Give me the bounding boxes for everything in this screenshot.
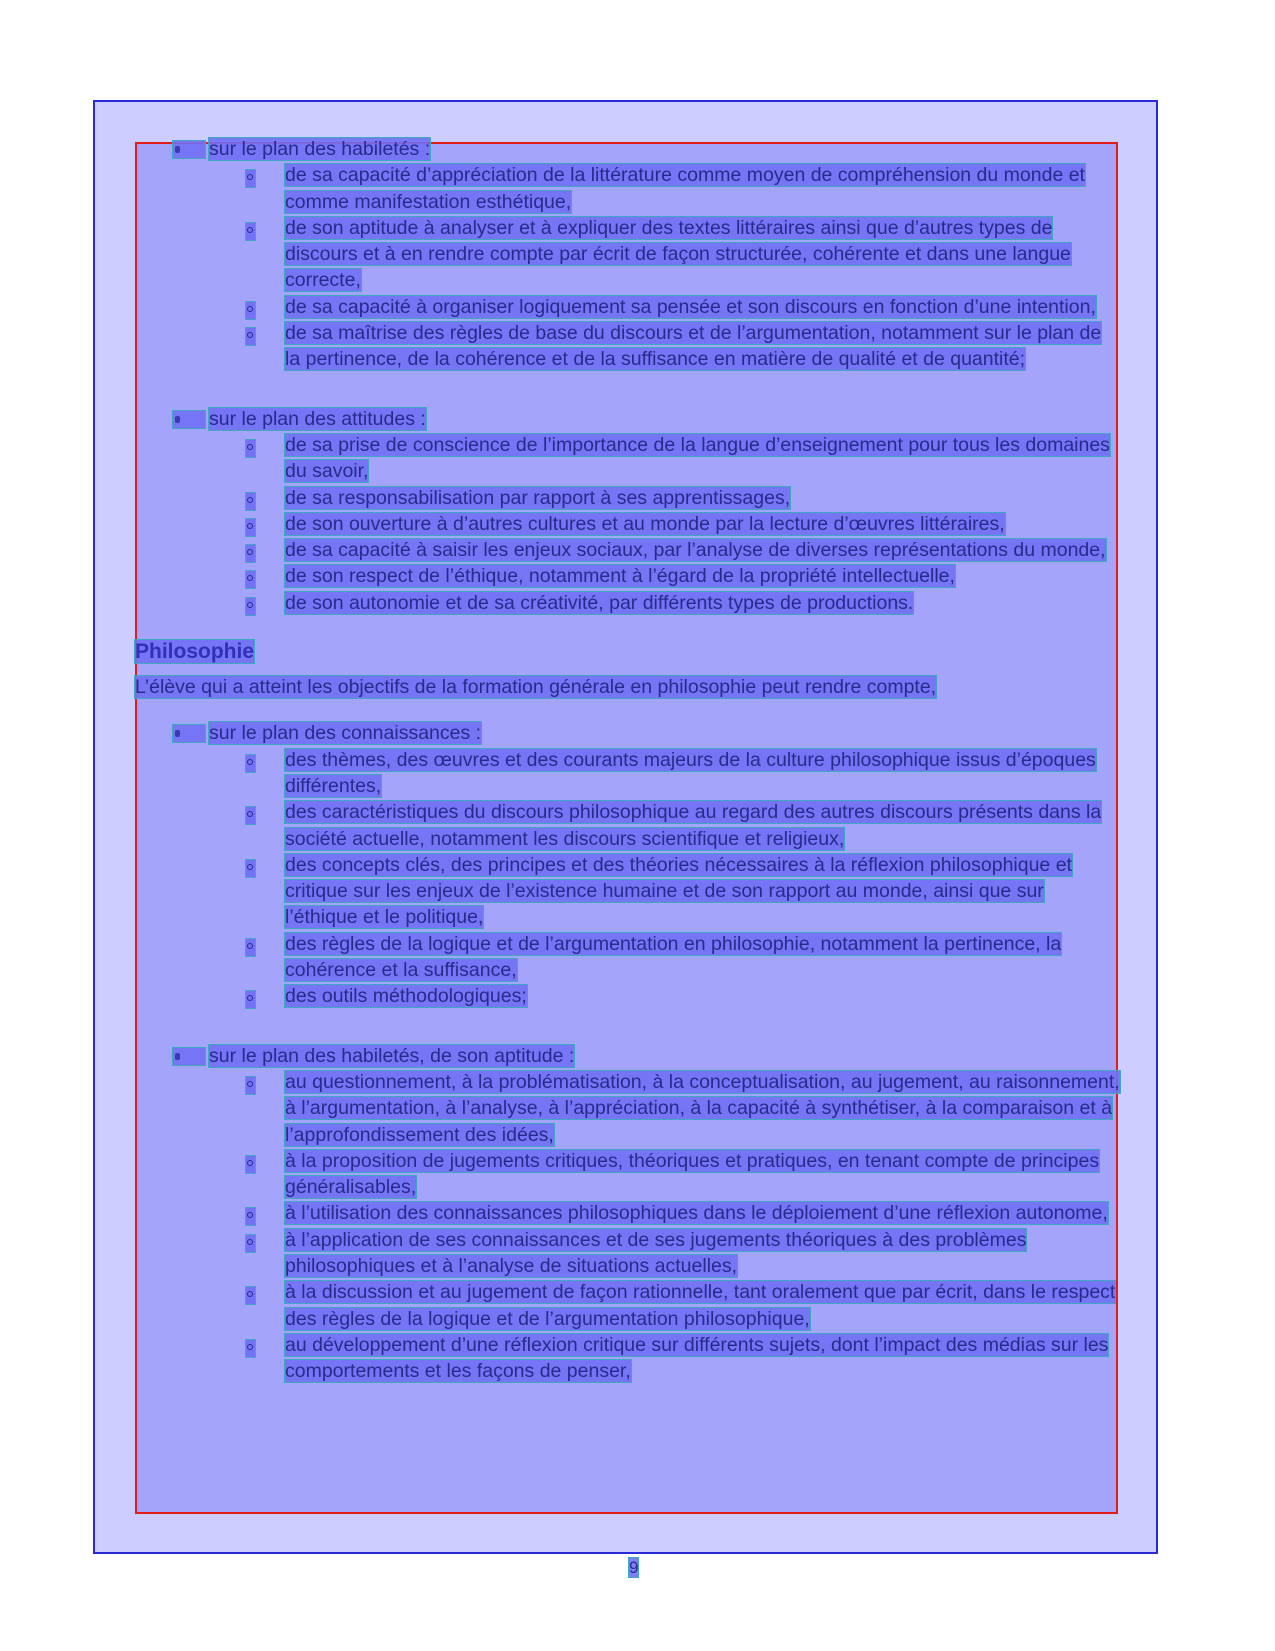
list-item-text: au questionnement, à la problématisation, à la conceptualisation, au jugement, au raisonnement, à l’argumentation, à l’analyse, à l’appréciation, à la capacité à synthétiser, à la comparaison et à l’approfondissement des idées, xyxy=(285,1070,1120,1146)
document-body xyxy=(135,136,1135,1384)
list-item xyxy=(135,1148,1120,1201)
list-item xyxy=(135,294,1120,320)
list-item-text: de sa capacité à saisir les enjeux sociaux, par l’analyse de diverses représentations du monde, xyxy=(285,539,1106,562)
list-item-text: de sa prise de conscience de l’importance de la langue d’enseignement pour tous les domaines du savoir, xyxy=(285,433,1110,483)
bullet-heading: sur le plan des habiletés, de son aptitude : xyxy=(209,1044,575,1067)
habiletes-aptitude-list xyxy=(135,1069,1135,1385)
list-item xyxy=(135,1069,1120,1148)
list-item-text: de sa capacité d’appréciation de la littérature comme moyen de compréhension du monde et comme manifestation esthétique, xyxy=(285,164,1085,213)
page-number xyxy=(629,1558,638,1578)
list-item-text: au développement d’une réflexion critique sur différents sujets, dont l’impact des médias sur les comportements et les façons de penser, xyxy=(285,1333,1109,1383)
circle-bullet-icon xyxy=(246,493,255,510)
bullet-heading: sur le plan des habiletés : xyxy=(209,138,431,160)
circle-bullet-icon xyxy=(246,939,255,956)
list-item-text: à l’utilisation des connaissances philosophiques dans le déploiement d’une réflexion autonome, xyxy=(285,1202,1108,1225)
list-item-text: de sa maîtrise des règles de base du discours et de l’argumentation, notamment sur le plan de la pertinence, de la cohérence et de la suffisance en matière de qualité et de quantité; xyxy=(285,322,1102,371)
list-item xyxy=(135,747,1120,800)
list-item-text: de son autonomie et de sa créativité, par différents types de productions. xyxy=(285,591,914,614)
bullet-attitudes xyxy=(135,406,1135,432)
circle-bullet-icon xyxy=(246,440,255,457)
circle-bullet-icon xyxy=(246,302,255,319)
list-item-text: à la discussion et au jugement de façon rationnelle, tant oralement que par écrit, dans le respect des règles de la logique et de l’argumentation philosophique, xyxy=(285,1281,1116,1330)
bullet-icon xyxy=(173,411,205,428)
circle-bullet-icon xyxy=(246,571,255,588)
section-title-text: Philosophie xyxy=(135,640,255,664)
circle-bullet-icon xyxy=(246,598,255,615)
circle-bullet-icon xyxy=(246,991,255,1008)
list-item xyxy=(135,563,1120,589)
list-item xyxy=(135,1279,1120,1332)
list-item-text: des outils méthodologiques; xyxy=(285,985,527,1008)
list-item xyxy=(135,1200,1120,1226)
list-item xyxy=(135,511,1120,537)
circle-bullet-icon xyxy=(246,1077,255,1094)
list-item-text: à l’application de ses connaissances et de ses jugements théoriques à des problèmes philosophiques et à l’analyse de situations actuelles, xyxy=(285,1228,1027,1277)
circle-bullet-icon xyxy=(246,170,255,187)
list-item-text: à la proposition de jugements critiques, théoriques et pratiques, en tenant compte de principes généralisables, xyxy=(285,1149,1100,1199)
list-item xyxy=(135,215,1120,294)
intro-text: L’élève qui a atteint les objectifs de la formation générale en philosophie peut rendre compte, xyxy=(135,676,937,699)
circle-bullet-icon xyxy=(246,545,255,562)
intro-paragraph xyxy=(135,674,1135,700)
section-title xyxy=(135,638,1135,666)
circle-bullet-icon xyxy=(246,223,255,240)
list-item-text: de sa responsabilisation par rapport à ses apprentissages, xyxy=(285,486,791,509)
list-item xyxy=(135,537,1120,563)
list-item xyxy=(135,1227,1120,1280)
list-item xyxy=(135,485,1120,511)
bullet-heading: sur le plan des attitudes : xyxy=(209,407,426,430)
circle-bullet-icon xyxy=(246,1208,255,1225)
list-item xyxy=(135,432,1120,485)
list-item-text: des concepts clés, des principes et des théories nécessaires à la réflexion philosophique et critique sur les enjeux de l’existence humaine et de son rapport au monde, ainsi que sur l’éthique et le politique, xyxy=(285,853,1072,929)
list-item xyxy=(135,799,1120,852)
list-item-text: des règles de la logique et de l’argumentation en philosophie, notamment la pertinence, la cohérence et la suffisance, xyxy=(285,932,1062,982)
page-number-text: 9 xyxy=(629,1558,639,1577)
circle-bullet-icon xyxy=(246,807,255,824)
bullet-habiletes-aptitude xyxy=(135,1043,1135,1069)
list-item xyxy=(135,320,1120,373)
circle-bullet-icon xyxy=(246,328,255,345)
list-item-text: des thèmes, des œuvres et des courants majeurs de la culture philosophique issus d’époques différentes, xyxy=(285,748,1096,797)
list-item-text: de sa capacité à organiser logiquement sa pensée et son discours en fonction d’une intention, xyxy=(285,295,1096,318)
list-item xyxy=(135,983,1120,1009)
bullet-icon xyxy=(173,141,205,158)
list-item xyxy=(135,852,1120,931)
circle-bullet-icon xyxy=(246,1235,255,1252)
list-item xyxy=(135,590,1120,616)
list-item-text: des caractéristiques du discours philosophique au regard des autres discours présents dans la société actuelle, notamment les discours scientifique et religieux, xyxy=(285,801,1102,850)
circle-bullet-icon xyxy=(246,755,255,772)
circle-bullet-icon xyxy=(246,1156,255,1173)
attitudes-list xyxy=(135,432,1135,616)
habiletes-list xyxy=(135,162,1135,372)
list-item xyxy=(135,931,1120,984)
bullet-icon xyxy=(173,1048,205,1065)
circle-bullet-icon xyxy=(246,1340,255,1357)
list-item-text: de son ouverture à d’autres cultures et au monde par la lecture d’œuvres littéraires, xyxy=(285,512,1005,535)
circle-bullet-icon xyxy=(246,860,255,877)
list-item xyxy=(135,1332,1120,1385)
bullet-connaissances xyxy=(135,720,1135,746)
bullet-habiletes xyxy=(135,136,1135,162)
list-item xyxy=(135,162,1120,215)
circle-bullet-icon xyxy=(246,519,255,536)
connaissances-list xyxy=(135,747,1135,1010)
bullet-heading: sur le plan des connaissances : xyxy=(209,722,482,745)
bullet-icon xyxy=(173,725,205,742)
circle-bullet-icon xyxy=(246,1287,255,1304)
list-item-text: de son respect de l’éthique, notamment à l’égard de la propriété intellectuelle, xyxy=(285,565,955,588)
list-item-text: de son aptitude à analyser et à expliquer des textes littéraires ainsi que d’autres types de discours et à en rendre compte par écrit de façon structurée, cohérente et dans une langue correcte, xyxy=(285,216,1071,292)
